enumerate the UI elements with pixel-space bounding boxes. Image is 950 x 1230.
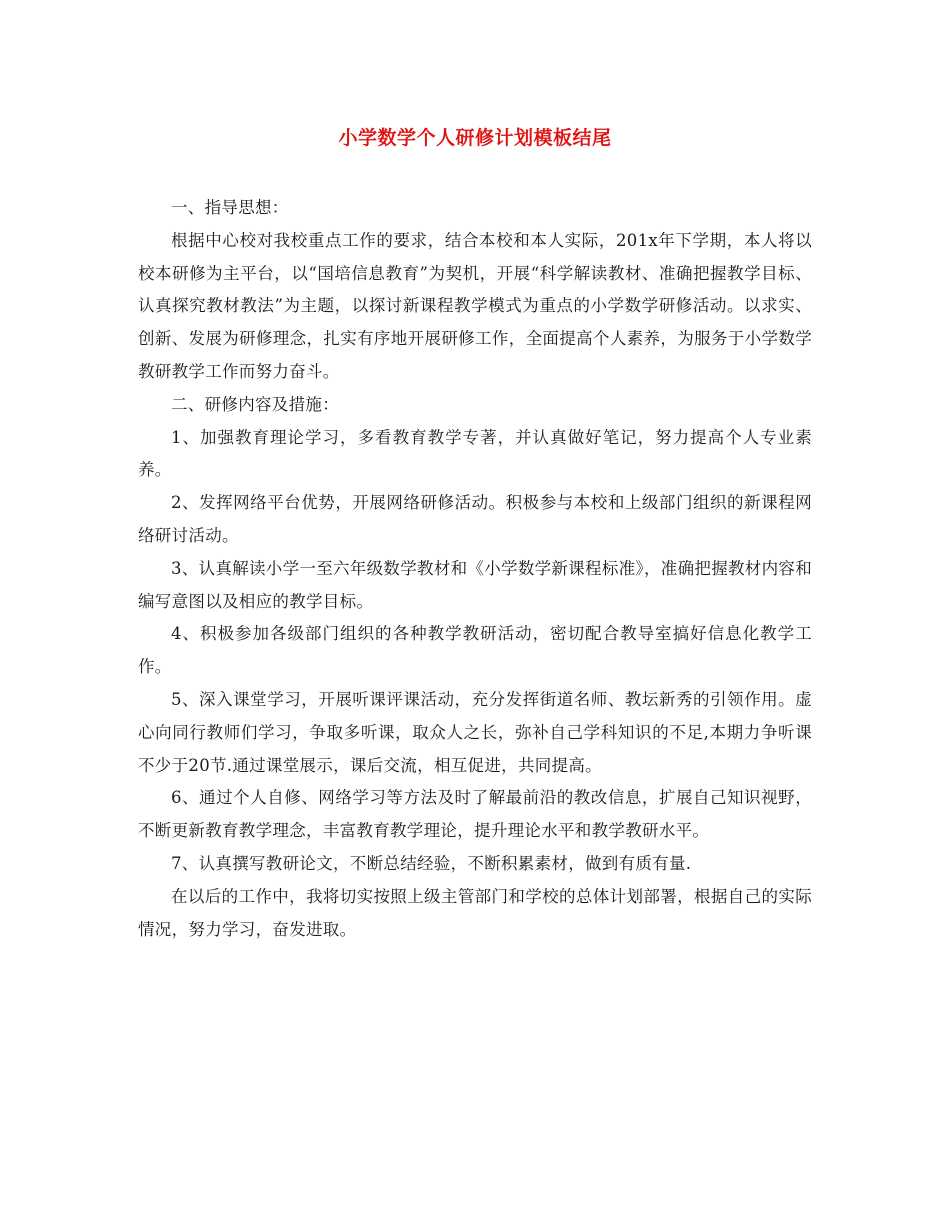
paragraph-guiding-thought: 根据中心校对我校重点工作的要求，结合本校和本人实际，201x年下学期，本人将以校本研修为主平台，以“国培信息教育”为契机，开展“科学解读教材、准确把握教学目标、认真探究教材教法”为主题，以探讨新课程教学模式为重点的小学数学研修活动。以求实、创新、发展为研修理念，扎实有序地开展研修工作，全面提高个人素养，为服务于小学数学教研教学工作而努力奋斗。 [138,230,812,381]
list-item-6: 6、通过个人自修、网络学习等方法及时了解最前沿的教改信息，扩展自己知识视野，不断更新教育教学理念，丰富教育教学理论，提升理论水平和教学教研水平。 [138,788,812,841]
list-item-1: 1、加强教育理论学习，多看教育教学专著，并认真做好笔记，努力提高个人专业素养。 [138,427,812,480]
heading-content-measures: 二、研修内容及措施： [171,394,339,414]
list-item-4: 4、积极参加各级部门组织的各种教学教研活动，密切配合教导室搞好信息化教学工作。 [138,624,812,677]
list-item-2: 2、发挥网络平台优势，开展网络研修活动。积极参与本校和上级部门组织的新课程网络研讨活动。 [138,493,812,545]
list-item-5: 5、深入课堂学习，开展听课评课活动，充分发挥街道名师、教坛新秀的引领作用。虚心向同行教师们学习，争取多听课，取众人之长，弥补自己学科知识的不足,本期力争听课不少于20节.通过课堂展示，课后交流，相互促进，共同提高。 [138,689,812,775]
list-item-3: 3、认真解读小学一至六年级数学教材和《小学数学新课程标准》，准确把握教材内容和编写意图以及相应的教学目标。 [138,558,812,611]
document-title: 小学数学个人研修计划模板结尾 [338,127,612,149]
heading-guiding-thought: 一、指导思想： [171,198,289,217]
document-body [138,192,812,946]
paragraph-conclusion: 在以后的工作中，我将切实按照上级主管部门和学校的总体计划部署，根据自己的实际情况，努力学习，奋发进取。 [138,886,812,939]
list-item-7: 7、认真撰写教研论文，不断总结经验，不断积累素材，做到有质有量. [171,853,692,873]
